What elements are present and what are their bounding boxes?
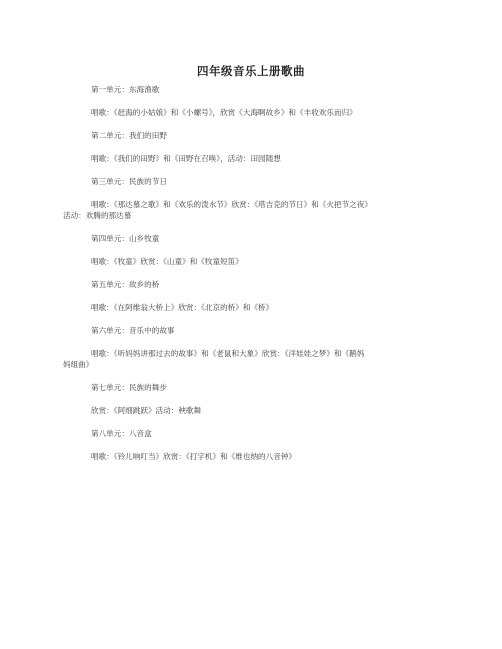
unit-6-content-continued: 妈组曲》	[63, 360, 94, 369]
unit-6-heading: 第六单元：音乐中的故事	[91, 326, 175, 335]
unit-7-content: 欣赏：《阿细跳跃》活动：秧歌舞	[91, 406, 202, 415]
unit-3-content-continued: 活动：欢腾的那达慕	[63, 211, 132, 220]
unit-7-heading: 第七单元：民族的舞步	[91, 383, 167, 392]
unit-8-content: 唱歌：《铃儿响叮当》欣赏：《打字机》和《维也纳的八音钟》	[91, 452, 297, 461]
unit-1-content: 唱歌：《赶海的小姑娘》和《小螺号》，欣赏《大海啊故乡》和《丰收欢乐而归》	[91, 108, 357, 117]
unit-8-heading: 第八单元：八音盒	[91, 429, 152, 438]
unit-3-content: 唱歌：《那达慕之歌》和《欢乐的泼水节》欣赏：《塔吉克的节日》和《火把节之夜》	[91, 200, 372, 209]
unit-4-heading: 第四单元：山乡牧童	[91, 234, 160, 243]
unit-5-heading: 第五单元：故乡的桥	[91, 280, 160, 289]
document-title: 四年级音乐上册歌曲	[197, 64, 305, 78]
unit-2-content: 唱歌：《我们的田野》和《田野在召唤》，活动：田园随想	[91, 154, 281, 163]
unit-1-heading: 第一单元：东海渔歌	[91, 85, 160, 94]
unit-5-content: 唱歌：《在阿维翁大桥上》欣赏：《北京的桥》和《桥》	[91, 303, 274, 312]
unit-4-content: 唱歌：《牧童》欣赏：《山童》和《牧童短笛》	[91, 257, 243, 266]
unit-3-heading: 第三单元：民族的节日	[91, 177, 167, 186]
unit-2-heading: 第二单元：我们的田野	[91, 131, 167, 140]
unit-6-content: 唱歌：《听妈妈讲那过去的故事》和《老鼠和大象》欣赏：《洋娃娃之梦》和《鹅妈	[91, 349, 365, 358]
